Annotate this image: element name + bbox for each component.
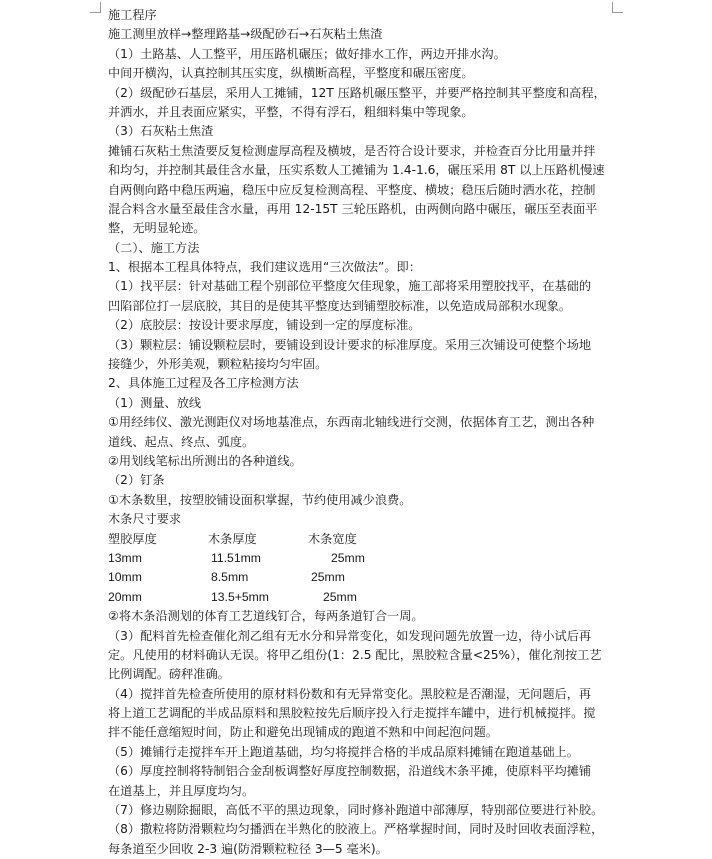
text-line: 拌不能任意缩短时间，防止和避免出现铺成的跑道不熟和中间起泡问题。 [108,725,498,740]
table-header-cell: 木条宽度 [308,531,357,546]
text-line: ①木条数里，按塑胶铺设面积掌握，节约使用减少浪费。 [108,492,412,507]
text-line: 1、根据本工程具体特点，我们建议选用“三次做法”。即： [108,260,421,275]
text-line: 比例调配。磅秤准确。 [108,667,230,682]
table-header-row [108,530,608,549]
table-row [108,549,608,568]
text-line: （3）配料首先检查催化剂乙组有无水分和异常变化，如发现问题先放置一边，待小试后再 [108,628,592,643]
table-header-cell: 木条厚度 [208,531,257,546]
text-line: （二）、施工方法 [108,240,200,255]
text-line: （3）石灰粘土焦渣 [108,124,214,139]
text-line: （5）摊铺行走搅拌车开上跑道基础，均匀将搅拌合格的半成品原料摊铺在跑道基础上。 [108,744,579,759]
text-line: （1）土路基、人工整平，用压路机碾压；做好排水工作，两边开排水沟。 [108,46,506,61]
text-line: 木条尺寸要求 [108,512,182,527]
text-line: （1）找平层：针对基础工程个别部位平整度欠佳现象，施工部将采用塑胶找平，在基础的 [108,279,592,294]
text-line: 混合料含水量至最佳含水量，再用 12-15T 三轮压路机，由两侧向路中碾压，碾压至表面平 [108,201,598,216]
text-line: 将上道工艺调配的半成品原料和黑胶粒按先后顺序投入行走搅拌车罐中，进行机械搅拌。搅 [108,706,596,721]
table-header-cell: 塑胶厚度 [108,531,157,546]
table-row [108,568,608,587]
table-cell: 11.51mm [211,550,261,565]
table-cell: 13mm [108,550,142,565]
text-line: 自两侧向路中稳压两遍，稳压中应反复检测高程、平整度、横坡；稳压后随时洒水花，控制 [108,182,596,197]
table-cell: 25mm [331,550,365,565]
page-corner-mark-left [90,2,101,13]
text-line: （1）测量、放线 [108,395,202,410]
text-line: 2、具体施工过程及各工序检测方法 [108,376,299,391]
text-line: ②用划线笔标出所测出的各种道线。 [108,453,302,468]
text-line: （4）搅拌首先检查所使用的原材料份数和有无异常变化。黑胶粒是否潮湿，无问题后，再 [108,686,592,701]
text-line: 整，无明显轮迹。 [108,221,206,236]
text-line: 并洒水，并且表面应紧实，平整，不得有浮石，粗细料集中等现象。 [108,104,474,119]
text-line: 每条道至少回收 2-3 遍(防滑颗粒粒径 3—5 毫米)。 [108,841,388,856]
document-body [108,6,608,859]
text-line: （6）厚度控制将特制铝合金刮板调整好厚度控制数据，沿道线木条平摊，使原料平均摊铺 [108,764,592,779]
text-line: 接缝少，外形美观，颗粒粘接均匀牢固。 [108,357,328,372]
text-line: 道线、起点、终点、弧度。 [108,434,255,449]
table-cell: 8.5mm [211,570,249,585]
text-line: （2）钉条 [108,473,165,488]
table-cell: 13.5+5mm [211,589,269,604]
text-block-top [108,6,608,530]
text-block-bottom [108,607,608,859]
table-row [108,588,608,607]
text-line: （2）底胶层：按设计要求厚度，铺设到一定的厚度标准。 [108,318,421,333]
text-line: 和均匀，并控制其最佳含水量，压实系数人工摊铺为 1.4-1.6，碾压采用 8T 以上压路机慢速 [108,163,605,178]
page-corner-mark-right [612,2,623,13]
text-line: ①用经纬仪、激光测距仪对场地基准点，东西南北轴线进行交测，依据体育工艺，测出各种 [108,415,595,430]
text-line: 中间开横沟，认真控制其压实度，纵横断高程，平整度和碾压密度。 [108,66,474,81]
text-line: 定。凡使用的材料确认无误。将甲乙组份(1：2.5 配比，黑胶粒含量<25%），催化剂按工艺 [108,647,602,662]
text-line: 施工测里放样→整理路基→级配砂石→石灰粘土焦渣 [108,27,383,42]
table-cell: 10mm [108,570,142,585]
text-line: （2）级配砂石基层，采用人工摊铺，12T 压路机碾压整平，并要严格控制其平整度和高程， [108,85,606,100]
text-line: 施工程序 [108,8,157,22]
table-cell: 20mm [108,589,142,604]
text-line: （3）颗粒层：铺设颗粒层时，要铺设到设计要求的标准厚度。采用三次铺设可使整个场地 [108,337,592,352]
text-line: 凹陷部位打一层底胶，其目的是使其平整度达到铺塑胶标准，以免造成局部积水现象。 [108,298,572,313]
text-line: 在道基上，并且厚度均匀。 [108,783,255,798]
text-line: （7）修边剔除掘眼，高低不平的黑边现象，同时修补跑道中部薄厚，特别部位要进行补胶。 [108,803,604,818]
text-line: （8）撒粒将防滑颗粒均匀播洒在半熟化的胶液上。严格掌握时间，同时及时回收表面浮粒， [108,822,604,837]
text-line: 摊铺石灰粘土焦渣要反复检测虚厚高程及横坡，是否符合设计要求，并检查百分比用量并拌 [108,143,596,158]
text-line: ②将木条沿测划的体育工艺道线钉合，每两条道钉合一周。 [108,609,424,624]
table-cell: 25mm [311,570,345,585]
wood-strip-table [108,530,608,608]
table-cell: 25mm [323,589,357,604]
